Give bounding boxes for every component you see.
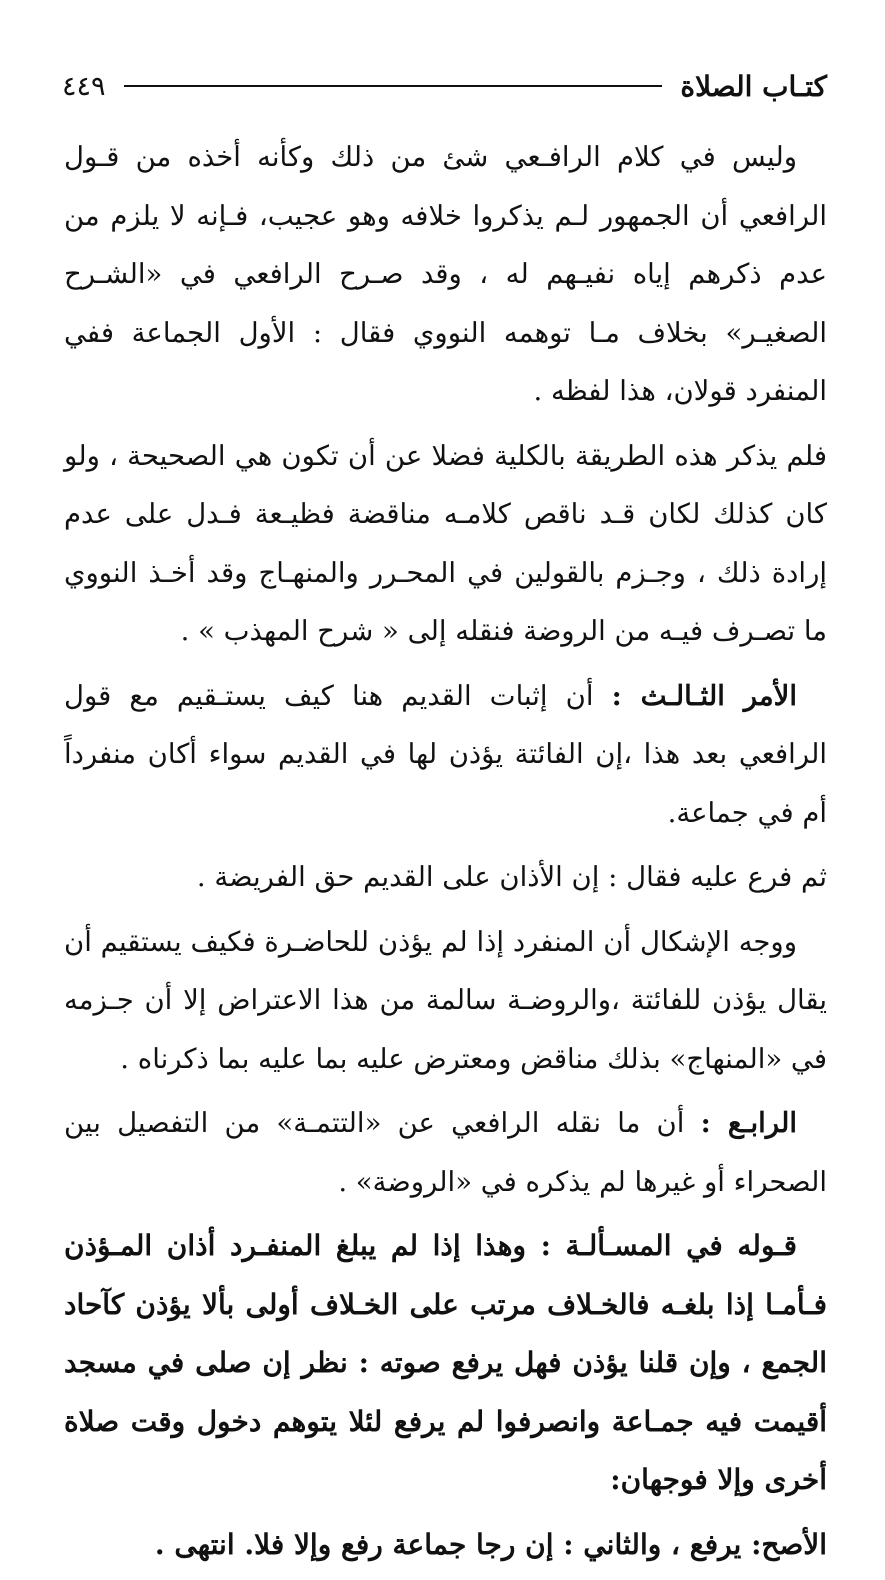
body-text xyxy=(64,128,827,1580)
page-header xyxy=(62,62,827,110)
paragraph xyxy=(64,667,827,843)
paragraph-text: أن ما نقله الرافعي عن «التتمـة» من التفصيل بين الصحراء أو غيرها لم يذكره في «الروضة» . xyxy=(64,1107,827,1198)
paragraph xyxy=(64,848,827,907)
quoted-paragraph xyxy=(64,1516,827,1575)
paragraph-text: أن إثبات القديم هنا كيف يستـقيم مع قول الرافعي بعد هذا ،إن الفائتة يؤذن لها في القديم سواء أكان منفرداً أم في جماعة. xyxy=(64,679,827,829)
section-term: الأمر الثـالـث : xyxy=(611,679,797,712)
section-term: الرابـع : xyxy=(700,1107,797,1139)
page-number: ٤٤٩ xyxy=(62,70,106,102)
paragraph-text: ثم فرع عليه فقال : إن الأذان على القديم حق الفريضة . xyxy=(196,861,827,893)
paragraph xyxy=(64,913,827,1089)
paragraph-text: قـوله في المسـألـة : وهذا إذا لم يبلغ المنفـرد أذان المـؤذن فـأمـا إذا بلغـه فالخـلاف مرتب على الخـلاف أولى بألا يؤذن كآحاد الجمع ، وإن قلنا يؤذن فهل يرفع صوته : نظر إن صلى في مسجد أقيمت فيه جمـاعة وانصرفوا لم يرفع لئلا يتوهم دخول وقت صلاة أخرى وإلا فوجهان: xyxy=(64,1229,827,1496)
paragraph xyxy=(64,1094,827,1211)
paragraph-text: الأصح: يرفع ، والثاني : إن رجا جماعة رفع وإلا فلا. انتهى . xyxy=(154,1527,827,1561)
quoted-paragraph xyxy=(64,1217,827,1510)
paragraph-text: ووجه الإشكال أن المنفرد إذا لم يؤذن للحاضـرة فكيف يستقيم أن يقال يؤذن للفائتة ،والروضـة سالمة من هذا الاعتراض إلا أن جـزمه في «المنهاج» بذلك مناقض ومعترض عليه بما عليه بما ذكرناه . xyxy=(64,925,827,1075)
paragraph-text: فلم يذكر هذه الطريقة بالكلية فضلا عن أن تكون هي الصحيحة ، ولو كان كذلك لكان قـد ناقص كلامـه مناقضة فظيـعة فـدل على عدم إرادة ذلك ، وجـزم بالقولين في المحـرر والمنهـاج وقد أخـذ النووي ما تصـرف فيـه من الروضة فنقله إلى « شرح المهذب » . xyxy=(64,439,827,647)
paragraph xyxy=(64,427,827,661)
paragraph-text: وليس في كلام الرافـعي شئ من ذلك وكأنه أخذه من قـول الرافعي أن الجمهور لـم يذكروا خلافه وهو عجيب، فـإنه لا يلزم من عدم ذكرهم إياه نفيـهم له ، وقد صـرح الرافعي في «الشـرح الصغيـر» بخلاف مـا توهمه النووي فقال : الأول الجماعة ففي المنفرد قولان، هذا لفظه . xyxy=(64,141,827,407)
header-rule xyxy=(124,85,663,87)
running-head: كتـاب الصلاة xyxy=(680,69,827,103)
paragraph xyxy=(64,128,827,421)
